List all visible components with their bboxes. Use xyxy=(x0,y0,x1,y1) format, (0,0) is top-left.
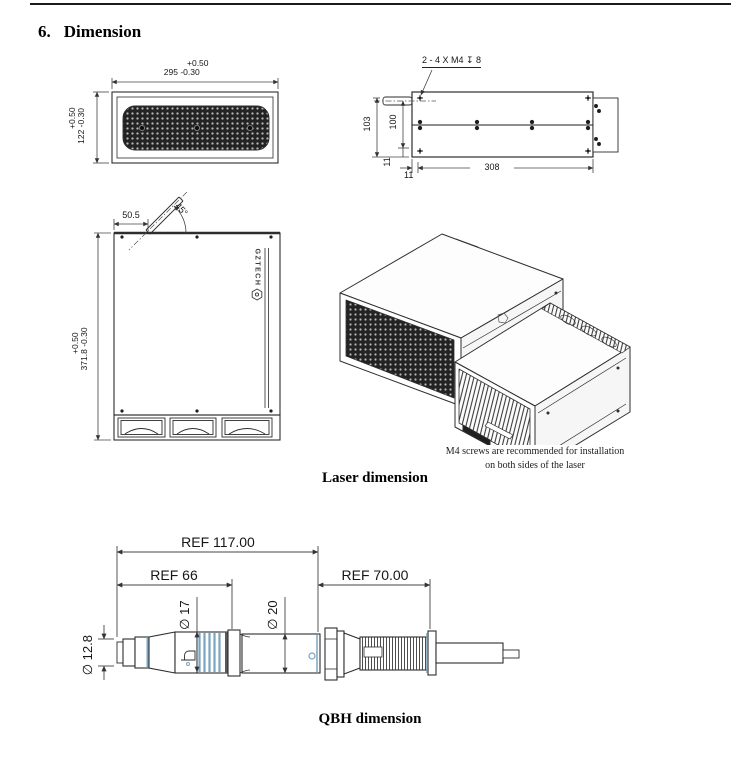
brand-logo-text: GZTECH xyxy=(253,248,261,287)
logo-hexagon-icon xyxy=(252,289,262,300)
laser-front-drawing xyxy=(58,190,300,450)
installation-note-line1: M4 screws are recommended for installation xyxy=(445,446,625,457)
caption-laser-dimension: Laser dimension xyxy=(322,470,428,486)
side-body xyxy=(383,92,618,157)
figure-laser-side-view xyxy=(358,54,640,184)
dim-ref-117: REF 117.00 xyxy=(181,534,255,550)
qbh-drawing xyxy=(58,533,720,705)
figure-laser-isometric xyxy=(328,227,660,445)
dim-50-5: 50.5 xyxy=(122,210,140,220)
figure-laser-front-view xyxy=(58,190,300,450)
qbh-body xyxy=(117,628,519,680)
figure-qbh-connector xyxy=(58,533,720,705)
installation-note-line2: on both sides of the laser xyxy=(485,460,585,471)
dim-dia-20: ∅ 20 xyxy=(264,600,280,630)
caption-qbh-dimension: QBH dimension xyxy=(318,711,422,727)
dim-ref-66: REF 66 xyxy=(150,567,198,583)
dim-371-value: 371.8 -0.30 xyxy=(79,327,89,371)
dim-308: 308 xyxy=(470,163,514,173)
screw-dots xyxy=(120,235,272,412)
dim-371-tolerance-plus: +0.50 xyxy=(70,332,81,354)
fan-row xyxy=(114,415,280,440)
dimension-lines xyxy=(94,206,186,440)
dim-dia-12-8: ∅ 12.8 xyxy=(79,635,95,676)
dim-width-value: 295 -0.30 xyxy=(163,66,200,77)
laser-isometric-drawing xyxy=(328,227,660,445)
dim-height-tolerance-plus: +0.50 xyxy=(67,107,78,129)
dim-11-horizontal: 11 xyxy=(404,170,414,180)
dim-width-295 xyxy=(155,59,209,77)
dim-100: 100 xyxy=(389,110,399,134)
dim-width-tolerance-plus: +0.50 xyxy=(187,58,209,68)
fiber-stub-45deg xyxy=(129,192,190,250)
screw-spec-note: 2 - 4 X M4 ↧ 8 xyxy=(422,56,481,68)
figure-laser-mesh-view xyxy=(60,56,290,178)
section-number: 6. xyxy=(38,22,51,41)
dim-height-122 xyxy=(68,91,86,161)
section-title xyxy=(38,22,141,42)
section-title-text: Dimension xyxy=(63,22,142,41)
dim-height-371 xyxy=(71,312,89,386)
dim-height-value: 122 -0.30 xyxy=(76,107,86,144)
page-top-rule xyxy=(30,3,731,5)
installation-note xyxy=(390,445,680,473)
dim-angle-45: 45° xyxy=(173,200,190,218)
fan-mesh xyxy=(123,106,269,150)
dim-dia-17: ∅ 17 xyxy=(176,600,192,630)
dim-ref-70: REF 70.00 xyxy=(341,567,409,583)
dim-103: 103 xyxy=(363,112,373,136)
dim-11-vertical: 11 xyxy=(382,157,393,167)
